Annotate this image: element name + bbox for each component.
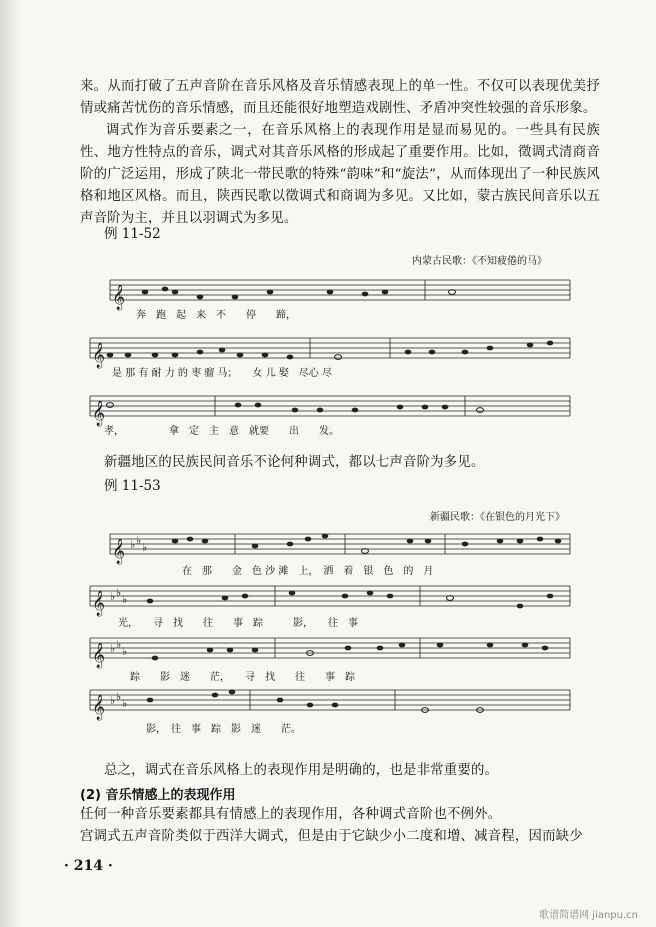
paragraph-3: 新疆地区的民族民间音乐不论何种调式，都以七声音阶为多见。 <box>104 455 485 470</box>
svg-text:♭: ♭ <box>110 590 116 603</box>
svg-text:♭: ♭ <box>142 541 148 554</box>
example-caption-11-52: 内蒙古民歌：《不知疲倦的马》 <box>412 256 547 267</box>
svg-text:𝄞: 𝄞 <box>112 539 126 564</box>
svg-text:♭: ♭ <box>122 645 128 658</box>
svg-text:♭: ♭ <box>116 690 122 703</box>
lyrics-11-53-line-3: 踪 影 迷 茫， 寻 找 往 事 踪 <box>130 672 355 683</box>
lyrics-11-52-line-3: 孝， 拿 定 主 意 就要 出 发。 <box>104 426 339 437</box>
paragraph-6: 宫调式五声音阶类似于西洋大调式，但是由于它缺少小二度和增、减音程，因而缺少 <box>80 829 583 844</box>
lyrics-11-53-line-2: 光， 寻 找 往 事 踪 影， 往 事 <box>118 618 358 629</box>
svg-text:𝄞: 𝄞 <box>112 285 126 310</box>
svg-text:♭: ♭ <box>110 694 116 707</box>
svg-text:♭: ♭ <box>122 593 128 606</box>
music-score-11-53 <box>80 526 600 746</box>
svg-text:𝄞: 𝄞 <box>92 343 106 368</box>
page-number: · 214 · <box>64 858 113 874</box>
svg-text:𝄞: 𝄞 <box>92 695 106 720</box>
section-heading: (2) 音乐情感上的表现作用 <box>80 788 236 803</box>
svg-text:♭: ♭ <box>130 538 136 551</box>
svg-text:♭: ♭ <box>136 534 142 547</box>
scan-edge-shadow <box>0 0 22 927</box>
lyrics-11-53-line-4: 影， 往 事 踪 影 迷 茫。 <box>146 724 301 735</box>
music-score-11-52 <box>80 268 600 438</box>
svg-text:𝄞: 𝄞 <box>92 591 106 616</box>
svg-text:𝄞: 𝄞 <box>92 401 106 426</box>
svg-text:♭: ♭ <box>116 586 122 599</box>
paragraph-1: 来。从而打破了五声音阶在音乐风格及音乐情感表现上的单一性。不仅可以表现优美抒情或痛苦忧伤的音乐情感，而且还能很好地塑造戏剧性、矛盾冲突性较强的音乐形象。 <box>80 79 600 116</box>
lyrics-11-53-line-1: 在 那 金 色 沙 滩 上， 洒 着 银 色 的 月 <box>182 566 434 577</box>
watermark: 歌谱简谱网 jianpu.cn <box>539 910 638 921</box>
svg-text:𝄞: 𝄞 <box>92 643 106 668</box>
svg-text:♭: ♭ <box>110 642 116 655</box>
paragraph-2: 调式作为音乐要素之一，在音乐风格上的表现作用是显而易见的。一些具有民族性、地方性特点的音乐，调式对其音乐风格的形成起了重要作用。比如，徵调式清商音阶的广泛运用，形成了陕北一带民歌的特殊“韵味”和“旋法”，从而体现出了一种民族风格和地区风格。而且，陕西民歌以徵调式和商调为多见。又比如，蒙古族民间音乐以五声音阶为主，并且以羽调式为多见。 <box>80 123 600 226</box>
lyrics-11-52-line-1: 奔 跑 起 来 不 停 蹄， <box>136 310 296 321</box>
example-label-11-52: 例 11-52 <box>104 226 161 242</box>
paragraph-4: 总之，调式在音乐风格上的表现作用是明确的，也是非常重要的。 <box>104 763 499 778</box>
example-caption-11-53: 新疆民歌：《在银色的月光下》 <box>430 512 565 523</box>
example-label-11-53: 例 11-53 <box>104 478 161 494</box>
svg-text:♭: ♭ <box>122 697 128 710</box>
lyrics-11-52-line-2: 是 那 有 耐 力 的 枣 骝 马； 女 儿 娶 尽心 尽 <box>112 368 332 379</box>
svg-text:♭: ♭ <box>116 638 122 651</box>
paragraph-5: 任何一种音乐要素都具有情感上的表现作用，各种调式音阶也不例外。 <box>80 807 502 822</box>
